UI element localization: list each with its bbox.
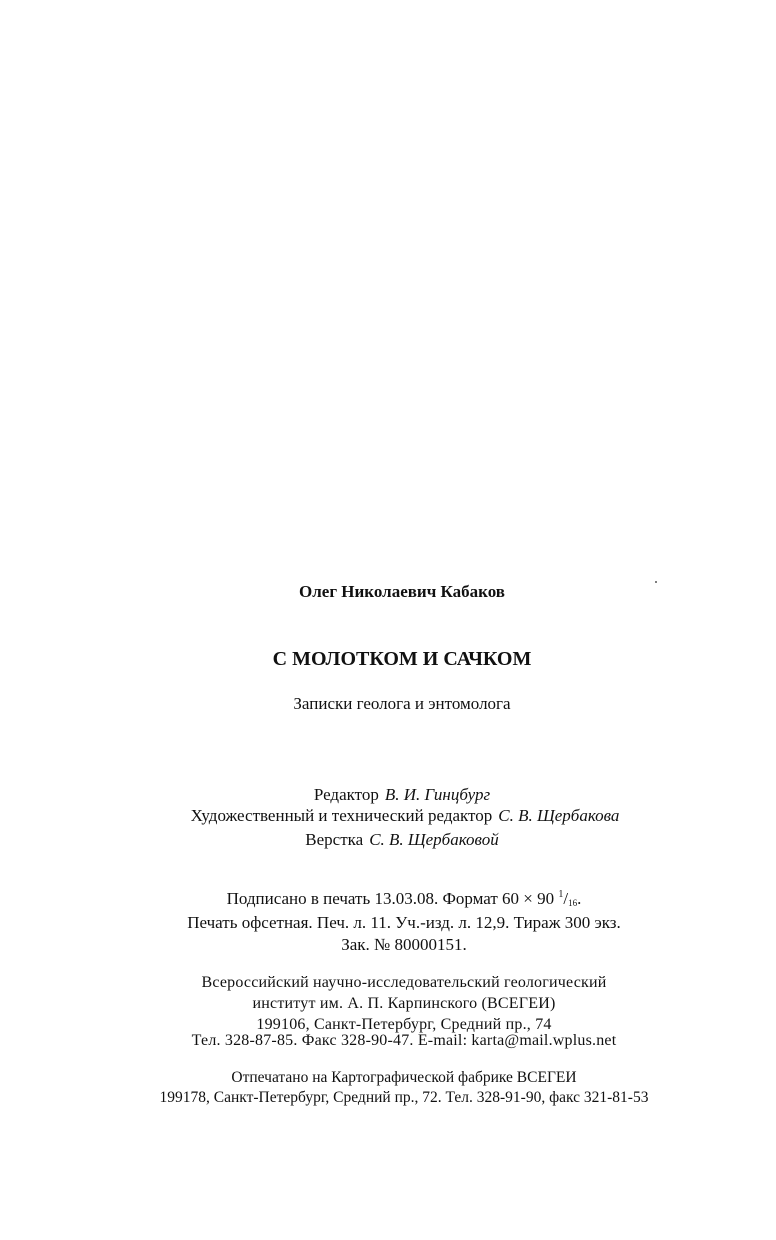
format-numerator: 1 (558, 889, 564, 900)
imprint-signed-text: Подписано в печать 13.03.08. Формат 60 × 90 (226, 889, 555, 908)
credit-person: В. И. Гинцбург (384, 785, 491, 804)
credit-role: Редактор (313, 785, 379, 804)
book-title: С МОЛОТКОМ И САЧКОМ (272, 648, 532, 670)
institute-name-line1: Всероссийский научно-исследовательский геологический (201, 974, 607, 991)
imprint-order-number: Зак. № 80000151. (341, 935, 467, 954)
format-period: . (577, 889, 582, 908)
credit-editor (14, 785, 776, 805)
credit-layout (14, 830, 776, 850)
institute-address: 199106, Санкт-Петербург, Средний пр., 74 (256, 1016, 552, 1033)
book-subtitle: Записки геолога и энтомолога (293, 694, 511, 713)
format-slash: / (563, 889, 569, 908)
printer-name: Отпечатано на Картографической фабрике ВСЕГЕИ (231, 1069, 577, 1086)
printer-address: 199178, Санкт-Петербург, Средний пр., 72. Тел. 328-91-90, факс 321-81-53 (159, 1089, 649, 1106)
format-denominator: 16 (568, 898, 578, 908)
imprint-signed-format (16, 889, 776, 909)
institute-name-line2: институт им. А. П. Карпинского (ВСЕГЕИ) (252, 995, 556, 1012)
imprint-print-details: Печать офсетная. Печ. л. 11. Уч.-изд. л. 12,9. Тираж 300 экз. (187, 913, 621, 932)
credit-role: Верстка (305, 830, 364, 849)
credit-art-tech-editor (17, 806, 776, 826)
credit-person: С. В. Щербакова (498, 806, 620, 825)
credit-person: С. В. Щербаковой (369, 830, 499, 849)
credit-role: Художественный и технический редактор (190, 806, 493, 825)
author-name: Олег Николаевич Кабаков (299, 582, 505, 601)
institute-contacts: Тел. 328-87-85. Факс 328-90-47. E-mail: karta@mail.wplus.net (191, 1032, 617, 1049)
